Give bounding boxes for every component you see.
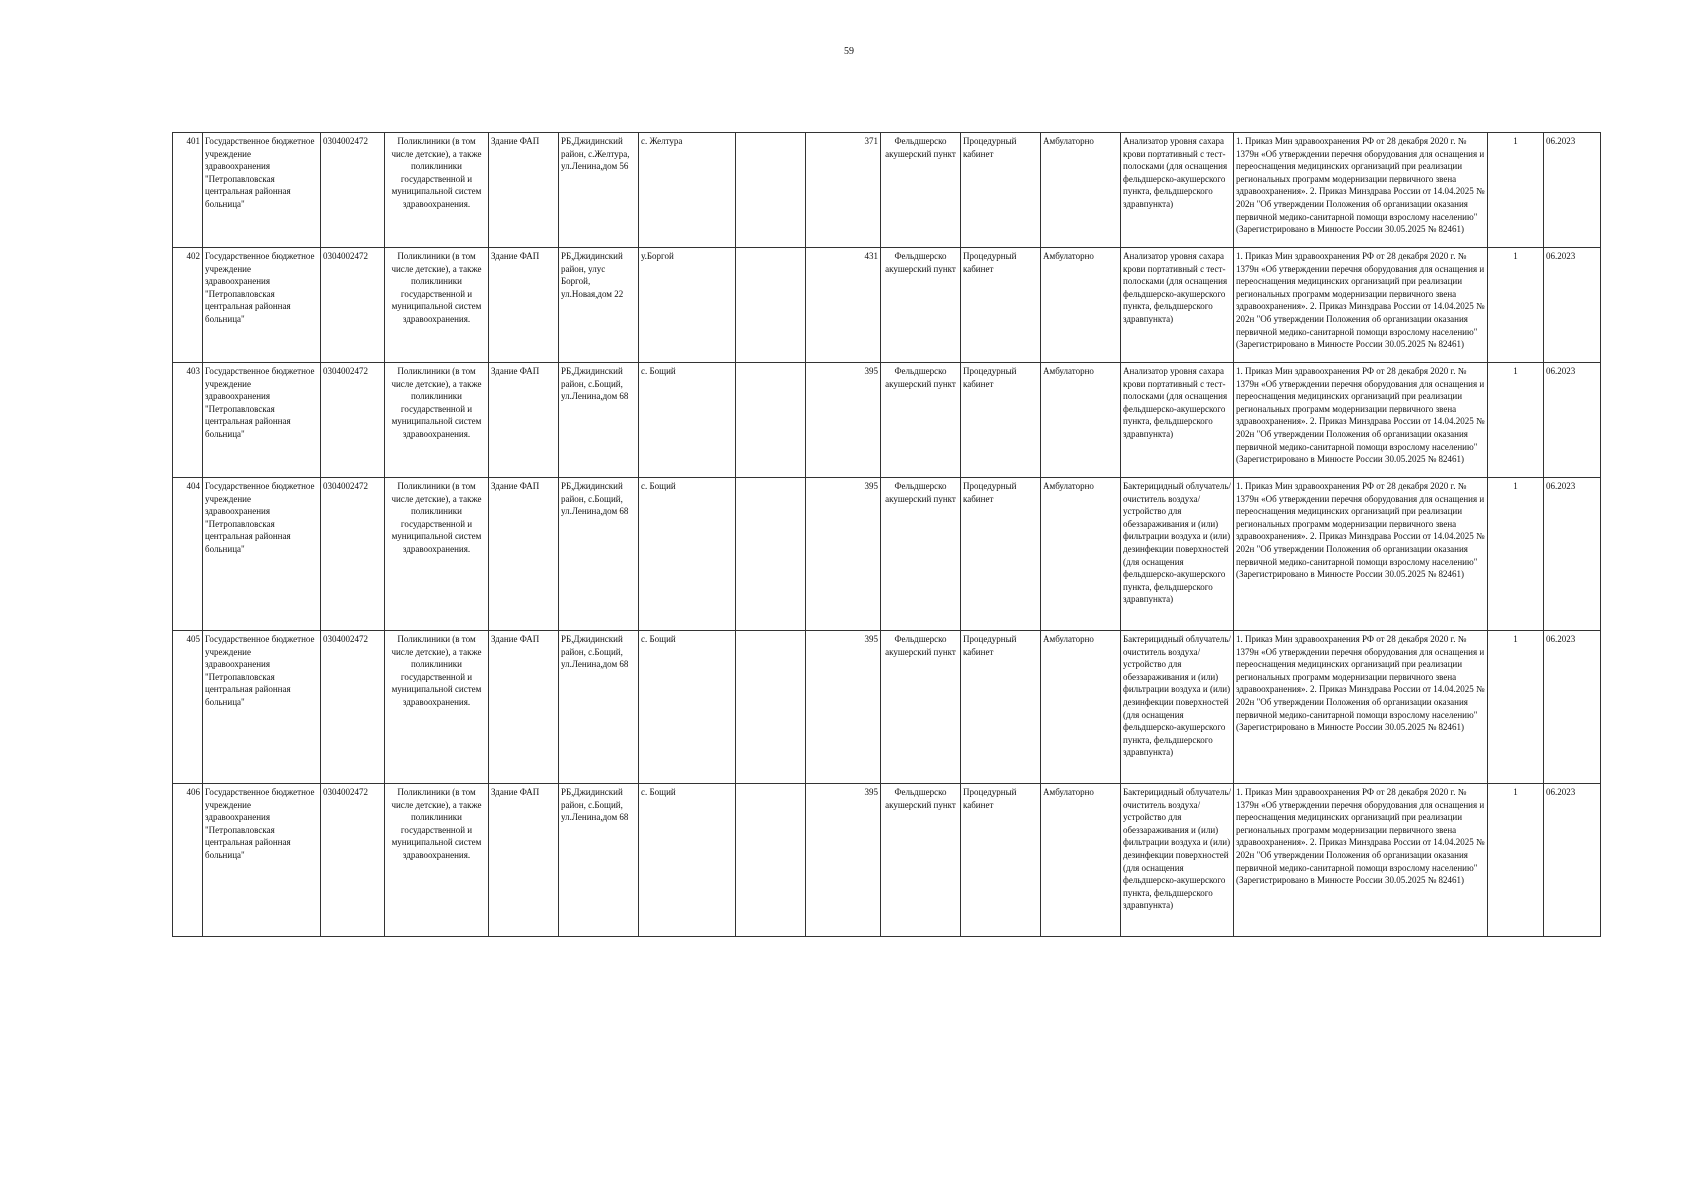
equipment: Бактерицидный облучатель/очиститель воздуха/устройство для обеззараживания и (или) фильтрации воздуха и (или) дезинфекции поверхностей (для оснащения фельдшерско-акушерского пункта, фельдшерского здравпункта)	[1121, 478, 1234, 631]
care-form: Амбулаторно	[1041, 784, 1121, 937]
equipment: Бактерицидный облучатель/очиститель воздуха/устройство для обеззараживания и (или) фильтрации воздуха и (или) дезинфекции поверхностей (для оснащения фельдшерско-акушерского пункта, фельдшерского здравпункта)	[1121, 784, 1234, 937]
table-row	[173, 133, 1601, 248]
care-form: Амбулаторно	[1041, 363, 1121, 478]
legal-basis: 1. Приказ Мин здравоохранения РФ от 28 декабря 2020 г. № 1379н «Об утверждении перечня оборудования для оснащения и переоснащения медицинских организаций при реализации региональных программ модернизации первичного звена здравоохранения». 2. Приказ Минздрава России от 14.04.2025 № 202н "Об утверждении Положения об организации оказания первичной медико-санитарной помощи взрослому населению" (Зарегистрировано в Минюсте России 30.05.2025 № 82461)	[1234, 784, 1488, 937]
quantity: 1	[1488, 248, 1544, 363]
point-type: Фельдшерско акушерский пункт	[881, 478, 961, 631]
inn-code: 0304002472	[321, 133, 385, 248]
address: РБ,Джидинский район, с.Желтура, ул.Ленина,дом 56	[559, 133, 639, 248]
organization-name: Государственное бюджетное учреждение здравоохранения "Петропавловская центральная районная больница"	[203, 784, 321, 937]
population: 371	[806, 133, 881, 248]
address: РБ,Джидинский район, с.Бощий, ул.Ленина,дом 68	[559, 784, 639, 937]
row-number: 401	[173, 133, 203, 248]
inn-code: 0304002472	[321, 363, 385, 478]
inn-code: 0304002472	[321, 248, 385, 363]
care-form: Амбулаторно	[1041, 248, 1121, 363]
building: Здание ФАП	[489, 478, 559, 631]
empty-cell	[736, 631, 806, 784]
empty-cell	[736, 133, 806, 248]
organization-name: Государственное бюджетное учреждение здравоохранения "Петропавловская центральная районная больница"	[203, 363, 321, 478]
organization-name: Государственное бюджетное учреждение здравоохранения "Петропавловская центральная районная больница"	[203, 133, 321, 248]
building: Здание ФАП	[489, 133, 559, 248]
legal-basis: 1. Приказ Мин здравоохранения РФ от 28 декабря 2020 г. № 1379н «Об утверждении перечня оборудования для оснащения и переоснащения медицинских организаций при реализации региональных программ модернизации первичного звена здравоохранения». 2. Приказ Минздрава России от 14.04.2025 № 202н "Об утверждении Положения об организации оказания первичной медико-санитарной помощи взрослому населению" (Зарегистрировано в Минюсте России 30.05.2025 № 82461)	[1234, 133, 1488, 248]
page-number: 59	[844, 46, 854, 57]
unit-type: Поликлиники (в том числе детские), а также поликлиники государственной и муниципальной систем здравоохранения.	[385, 248, 489, 363]
table-row	[173, 478, 1601, 631]
equipment: Анализатор уровня сахара крови портативный с тест-полосками (для оснащения фельдшерско-акушерского пункта, фельдшерского здравпункта)	[1121, 248, 1234, 363]
room: Процедурный кабинет	[961, 248, 1041, 363]
organization-name: Государственное бюджетное учреждение здравоохранения "Петропавловская центральная районная больница"	[203, 631, 321, 784]
address: РБ,Джидинский район, с.Бощий, ул.Ленина,дом 68	[559, 631, 639, 784]
date: 06.2023	[1544, 631, 1601, 784]
unit-type: Поликлиники (в том числе детские), а также поликлиники государственной и муниципальной систем здравоохранения.	[385, 631, 489, 784]
population: 431	[806, 248, 881, 363]
date: 06.2023	[1544, 248, 1601, 363]
population: 395	[806, 478, 881, 631]
quantity: 1	[1488, 478, 1544, 631]
address: РБ,Джидинский район, с.Бощий, ул.Ленина,дом 68	[559, 363, 639, 478]
table-row	[173, 363, 1601, 478]
settlement: с. Бощий	[639, 631, 736, 784]
care-form: Амбулаторно	[1041, 631, 1121, 784]
organization-name: Государственное бюджетное учреждение здравоохранения "Петропавловская центральная районная больница"	[203, 478, 321, 631]
date: 06.2023	[1544, 363, 1601, 478]
empty-cell	[736, 363, 806, 478]
legal-basis: 1. Приказ Мин здравоохранения РФ от 28 декабря 2020 г. № 1379н «Об утверждении перечня оборудования для оснащения и переоснащения медицинских организаций при реализации региональных программ модернизации первичного звена здравоохранения». 2. Приказ Минздрава России от 14.04.2025 № 202н "Об утверждении Положения об организации оказания первичной медико-санитарной помощи взрослому населению" (Зарегистрировано в Минюсте России 30.05.2025 № 82461)	[1234, 478, 1488, 631]
row-number: 403	[173, 363, 203, 478]
point-type: Фельдшерско акушерский пункт	[881, 784, 961, 937]
settlement: с. Бощий	[639, 784, 736, 937]
empty-cell	[736, 478, 806, 631]
population: 395	[806, 631, 881, 784]
settlement: у.Боргой	[639, 248, 736, 363]
date: 06.2023	[1544, 478, 1601, 631]
legal-basis: 1. Приказ Мин здравоохранения РФ от 28 декабря 2020 г. № 1379н «Об утверждении перечня оборудования для оснащения и переоснащения медицинских организаций при реализации региональных программ модернизации первичного звена здравоохранения». 2. Приказ Минздрава России от 14.04.2025 № 202н "Об утверждении Положения об организации оказания первичной медико-санитарной помощи взрослому населению" (Зарегистрировано в Минюсте России 30.05.2025 № 82461)	[1234, 363, 1488, 478]
address: РБ,Джидинский район, улус Боргой, ул.Новая,дом 22	[559, 248, 639, 363]
row-number: 404	[173, 478, 203, 631]
row-number: 406	[173, 784, 203, 937]
room: Процедурный кабинет	[961, 133, 1041, 248]
room: Процедурный кабинет	[961, 631, 1041, 784]
room: Процедурный кабинет	[961, 478, 1041, 631]
legal-basis: 1. Приказ Мин здравоохранения РФ от 28 декабря 2020 г. № 1379н «Об утверждении перечня оборудования для оснащения и переоснащения медицинских организаций при реализации региональных программ модернизации первичного звена здравоохранения». 2. Приказ Минздрава России от 14.04.2025 № 202н "Об утверждении Положения об организации оказания первичной медико-санитарной помощи взрослому населению" (Зарегистрировано в Минюсте России 30.05.2025 № 82461)	[1234, 631, 1488, 784]
quantity: 1	[1488, 784, 1544, 937]
equipment: Бактерицидный облучатель/очиститель воздуха/устройство для обеззараживания и (или) фильтрации воздуха и (или) дезинфекции поверхностей (для оснащения фельдшерско-акушерского пункта, фельдшерского здравпункта)	[1121, 631, 1234, 784]
population: 395	[806, 784, 881, 937]
empty-cell	[736, 784, 806, 937]
unit-type: Поликлиники (в том числе детские), а также поликлиники государственной и муниципальной систем здравоохранения.	[385, 784, 489, 937]
date: 06.2023	[1544, 784, 1601, 937]
building: Здание ФАП	[489, 248, 559, 363]
table-row	[173, 248, 1601, 363]
table-row	[173, 784, 1601, 937]
population: 395	[806, 363, 881, 478]
legal-basis: 1. Приказ Мин здравоохранения РФ от 28 декабря 2020 г. № 1379н «Об утверждении перечня оборудования для оснащения и переоснащения медицинских организаций при реализации региональных программ модернизации первичного звена здравоохранения». 2. Приказ Минздрава России от 14.04.2025 № 202н "Об утверждении Положения об организации оказания первичной медико-санитарной помощи взрослому населению" (Зарегистрировано в Минюсте России 30.05.2025 № 82461)	[1234, 248, 1488, 363]
row-number: 405	[173, 631, 203, 784]
care-form: Амбулаторно	[1041, 478, 1121, 631]
row-number: 402	[173, 248, 203, 363]
date: 06.2023	[1544, 133, 1601, 248]
care-form: Амбулаторно	[1041, 133, 1121, 248]
equipment: Анализатор уровня сахара крови портативный с тест-полосками (для оснащения фельдшерско-акушерского пункта, фельдшерского здравпункта)	[1121, 363, 1234, 478]
unit-type: Поликлиники (в том числе детские), а также поликлиники государственной и муниципальной систем здравоохранения.	[385, 133, 489, 248]
point-type: Фельдшерско акушерский пункт	[881, 248, 961, 363]
quantity: 1	[1488, 133, 1544, 248]
inn-code: 0304002472	[321, 631, 385, 784]
unit-type: Поликлиники (в том числе детские), а также поликлиники государственной и муниципальной систем здравоохранения.	[385, 478, 489, 631]
point-type: Фельдшерско акушерский пункт	[881, 363, 961, 478]
room: Процедурный кабинет	[961, 363, 1041, 478]
settlement: с. Желтура	[639, 133, 736, 248]
equipment-table	[172, 132, 1601, 937]
building: Здание ФАП	[489, 631, 559, 784]
inn-code: 0304002472	[321, 784, 385, 937]
equipment: Анализатор уровня сахара крови портативный с тест-полосками (для оснащения фельдшерско-акушерского пункта, фельдшерского здравпункта)	[1121, 133, 1234, 248]
settlement: с. Бощий	[639, 363, 736, 478]
point-type: Фельдшерско акушерский пункт	[881, 631, 961, 784]
quantity: 1	[1488, 631, 1544, 784]
point-type: Фельдшерско акушерский пункт	[881, 133, 961, 248]
settlement: с. Бощий	[639, 478, 736, 631]
unit-type: Поликлиники (в том числе детские), а также поликлиники государственной и муниципальной систем здравоохранения.	[385, 363, 489, 478]
table-row	[173, 631, 1601, 784]
empty-cell	[736, 248, 806, 363]
building: Здание ФАП	[489, 363, 559, 478]
organization-name: Государственное бюджетное учреждение здравоохранения "Петропавловская центральная районная больница"	[203, 248, 321, 363]
address: РБ,Джидинский район, с.Бощий, ул.Ленина,дом 68	[559, 478, 639, 631]
inn-code: 0304002472	[321, 478, 385, 631]
quantity: 1	[1488, 363, 1544, 478]
building: Здание ФАП	[489, 784, 559, 937]
room: Процедурный кабинет	[961, 784, 1041, 937]
